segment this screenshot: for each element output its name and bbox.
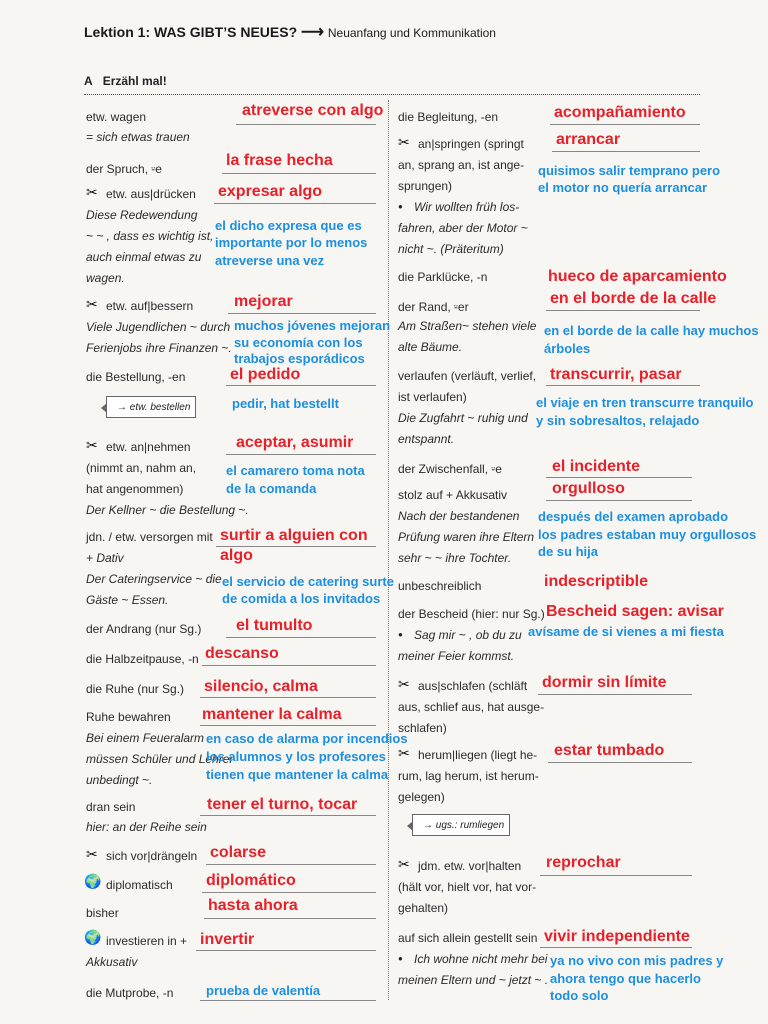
translation-example: de su hija xyxy=(538,544,598,559)
example-line: meinen Eltern und ~ jetzt ~ . xyxy=(398,973,549,987)
example-line: Viele Jugendlichen ~ durch xyxy=(86,320,231,334)
example-line: sehr ~ ~ ihre Tochter. xyxy=(398,551,512,565)
translation-example: los alumnos y los profesores xyxy=(206,749,386,764)
translation-example: el viaje en tren transcurre tranquilo xyxy=(536,395,754,410)
entry-begleitung: die Begleitung, -en xyxy=(398,110,499,124)
example-line: auch einmal etwas zu xyxy=(86,250,202,264)
scissors-icon: ✂ xyxy=(86,296,98,312)
entry-parkluecke: die Parklücke, -n xyxy=(398,270,488,284)
answer-line xyxy=(236,124,376,125)
entry-ruhe: die Ruhe (nur Sg.) xyxy=(86,682,185,696)
scissors-icon: ✂ xyxy=(86,184,98,200)
answer-line xyxy=(200,725,376,726)
answer-line xyxy=(200,1000,376,1001)
entry-versorgen-case: + Dativ xyxy=(86,551,124,565)
entry-vorhalten: jdm. etw. vor|halten xyxy=(418,859,522,873)
translation-vordraengeln: colarse xyxy=(210,844,267,861)
scissors-icon: ✂ xyxy=(86,846,98,862)
translation-vorhalten: reprochar xyxy=(546,854,621,871)
meaning-text: hier: an der Reihe sein xyxy=(86,820,207,834)
entry-annehmen: etw. an|nehmen xyxy=(106,440,191,454)
answer-line xyxy=(546,500,692,501)
example-line: Am Straßen~ stehen viele xyxy=(398,319,537,333)
scissors-icon: ✂ xyxy=(398,856,410,872)
translation-annehmen: aceptar, asumir xyxy=(236,434,354,451)
example-line: fahren, aber der Motor ~ xyxy=(398,221,528,235)
answer-line xyxy=(206,864,376,865)
lesson-subtitle: Neuanfang und Kommunikation xyxy=(327,26,496,40)
translation-aufbessern: mejorar xyxy=(234,293,293,310)
translation-unbeschreiblich: indescriptible xyxy=(544,573,649,590)
example-line: Prüfung waren ihre Eltern xyxy=(398,530,535,544)
cross-reference-box xyxy=(106,396,196,418)
entry-halbzeitpause: die Halbzeitpause, -n xyxy=(86,652,199,666)
entry-vorhalten-forms: (hält vor, hielt vor, hat vor- xyxy=(398,880,537,894)
answer-line xyxy=(540,875,692,876)
answer-line xyxy=(226,454,376,455)
answer-line xyxy=(200,815,376,816)
answer-line xyxy=(222,173,376,174)
section-title: Erzähl mal! xyxy=(102,74,167,88)
entry-allein-gestellt: auf sich allein gestellt sein xyxy=(398,931,538,945)
translation-note: pedir, hat bestellt xyxy=(232,396,339,411)
example-line: Der Kellner ~ die Bestellung ~. xyxy=(86,503,249,517)
example-line: müssen Schüler und Lehrer xyxy=(86,752,234,766)
translation-investieren: invertir xyxy=(200,931,255,948)
entry-spruch: der Spruch, ⸚e xyxy=(86,162,162,176)
entry-herumliegen-forms: gelegen) xyxy=(398,790,445,804)
translation-example: después del examen aprobado xyxy=(538,509,729,524)
entry-wagen: etw. wagen xyxy=(86,110,147,124)
translation-andrang: el tumulto xyxy=(236,617,313,634)
example-line: ~ ~ , dass es wichtig ist, xyxy=(86,229,214,243)
translation-example: quisimos salir temprano pero xyxy=(538,163,721,178)
translation-example: ahora tengo que hacerlo xyxy=(550,971,701,986)
translation-example: muchos jóvenes mejoran xyxy=(234,318,391,333)
example-line: meiner Feier kommst. xyxy=(398,649,515,663)
translation-ruhe-bewahren: mantener la calma xyxy=(202,706,342,723)
entry-dran-sein-meaning xyxy=(86,820,207,834)
translation-example: el camarero toma nota xyxy=(226,463,365,478)
example-line: Bei einem Feueralarm xyxy=(86,731,205,745)
arrow-icon: ⟶ xyxy=(301,24,324,41)
translation-example: árboles xyxy=(544,341,591,356)
answer-line xyxy=(204,918,376,919)
entry-versorgen: jdn. / etw. versorgen mit xyxy=(86,530,213,544)
translation-example: importante por lo menos xyxy=(215,235,368,250)
translation-wagen: atreverse con algo xyxy=(242,102,384,119)
translation-example: de la comanda xyxy=(226,481,317,496)
section-label: A xyxy=(84,74,93,88)
entry-rand: der Rand, ⸚er xyxy=(398,300,469,314)
entry-aufbessern: etw. auf|bessern xyxy=(106,299,194,313)
example-line: (nimmt an, nahm an, xyxy=(86,461,197,475)
answer-line xyxy=(202,665,376,666)
translation-spruch: la frase hecha xyxy=(226,152,333,169)
translation-mutprobe: prueba de valentía xyxy=(206,983,321,998)
scissors-icon: ✂ xyxy=(398,676,410,692)
translation-example: de comida a los invitados xyxy=(222,591,381,606)
translation-ausschlafen: dormir sin límite xyxy=(542,674,667,691)
translation-example: todo solo xyxy=(550,988,609,1003)
section-divider xyxy=(84,94,700,95)
entry-anspringen-forms: sprungen) xyxy=(398,179,453,193)
answer-line xyxy=(546,477,692,478)
entry-anspringen: an|springen (springt xyxy=(418,137,524,151)
translation-example: el dicho expresa que es xyxy=(215,218,362,233)
translation-example: su economía con los xyxy=(234,335,363,350)
answer-line xyxy=(546,385,700,386)
answer-line xyxy=(550,124,700,125)
entry-ausschlafen-forms: schlafen) xyxy=(398,721,447,735)
translation-example: tienen que mantener la calma xyxy=(206,767,389,782)
translation-dran-sein: tener el turno, tocar xyxy=(207,796,358,813)
example-line: Sag mir ~ , ob du zu xyxy=(414,628,522,642)
answer-line xyxy=(546,310,700,311)
example-line: Ich wohne nicht mehr bei xyxy=(414,952,548,966)
column-divider xyxy=(388,100,389,1000)
translation-ausdruecken: expresar algo xyxy=(218,183,323,200)
translation-parkluecke: hueco de aparcamiento xyxy=(548,268,727,285)
example-line: hat angenommen) xyxy=(86,482,184,496)
translation-halbzeitpause: descanso xyxy=(205,645,279,662)
example-line: Diese Redewendung xyxy=(86,208,198,222)
translation-example: en el borde de la calle hay muchos xyxy=(544,323,759,338)
translation-rand: en el borde de la calle xyxy=(550,290,717,307)
translation-example: el motor no quería arrancar xyxy=(538,180,708,195)
translation-example: ya no vivo con mis padres y xyxy=(550,953,724,968)
cross-reference-text: → etw. bestellen xyxy=(117,401,191,413)
translation-stolz: orgulloso xyxy=(552,480,625,497)
entry-ruhe-bewahren: Ruhe bewahren xyxy=(86,710,171,724)
entry-investieren-case: Akkusativ xyxy=(86,955,138,969)
globe-icon: 🌍 xyxy=(84,873,102,889)
translation-example: los padres estaban muy orgullosos xyxy=(538,527,757,542)
translation-ruhe: silencio, calma xyxy=(204,678,318,695)
translation-versorgen: surtir a alguien con xyxy=(220,527,368,544)
translation-example: avísame de si vienes a mi fiesta xyxy=(528,624,724,639)
cross-reference-box xyxy=(412,814,510,836)
translation-verlaufen: transcurrir, pasar xyxy=(550,366,682,383)
translation-example: atreverse una vez xyxy=(215,253,325,268)
example-line: unbedingt ~. xyxy=(86,773,153,787)
entry-dran-sein: dran sein xyxy=(86,800,136,814)
entry-wagen-synonym: = sich etwas trauen xyxy=(86,130,190,144)
entry-vordraengeln: sich vor|drängeln xyxy=(106,849,198,863)
section-heading xyxy=(84,74,167,88)
answer-line xyxy=(202,892,376,893)
answer-line xyxy=(548,762,692,763)
example-line: Wir wollten früh los- xyxy=(414,200,520,214)
example-line: Nach der bestandenen xyxy=(398,509,520,523)
example-line: nicht ~. (Präteritum) xyxy=(398,242,504,256)
entry-zwischenfall: der Zwischenfall, ⸚e xyxy=(398,462,502,476)
lesson-title xyxy=(84,22,496,42)
lesson-title-text: Lektion 1: WAS GIBT’S NEUES? xyxy=(84,24,298,40)
translation-bescheid: Bescheid sagen: avisar xyxy=(546,603,724,620)
translation-bisher: hasta ahora xyxy=(208,897,298,914)
entry-bisher: bisher xyxy=(86,906,119,920)
example-line: Die Zugfahrt ~ ruhig und xyxy=(398,411,528,425)
answer-line xyxy=(226,637,376,638)
entry-unbeschreiblich: unbeschreiblich xyxy=(398,579,482,593)
answer-line xyxy=(226,385,376,386)
translation-begleitung: acompañamiento xyxy=(554,104,686,121)
example-line: Der Cateringservice ~ die xyxy=(86,572,222,586)
example-line: wagen. xyxy=(86,271,125,285)
translation-example: en caso de alarma por incendios xyxy=(206,731,408,746)
translation-example: y sin sobresaltos, relajado xyxy=(536,413,700,428)
translation-example: el servicio de catering surte xyxy=(222,574,394,589)
entry-andrang: der Andrang (nur Sg.) xyxy=(86,622,202,636)
entry-anspringen-forms: an, sprang an, ist ange- xyxy=(398,158,525,172)
entry-herumliegen-forms: rum, lag herum, ist herum- xyxy=(398,769,539,783)
example-line: Ferienjobs ihre Finanzen ~. xyxy=(86,341,232,355)
translation-zwischenfall: el incidente xyxy=(552,458,641,475)
translation-anspringen: arrancar xyxy=(556,131,621,148)
entry-stolz: stolz auf + Akkusativ xyxy=(398,488,508,502)
example-line: alte Bäume. xyxy=(398,340,463,354)
example-line: entspannt. xyxy=(398,432,455,446)
entry-bestellung: die Bestellung, -en xyxy=(86,370,186,384)
entry-ausschlafen: aus|schlafen (schläft xyxy=(418,679,528,693)
bullet-icon: ● xyxy=(398,954,403,963)
answer-line xyxy=(216,546,376,547)
translation-herumliegen: estar tumbado xyxy=(554,742,665,759)
entry-ausdruecken: etw. aus|drücken xyxy=(106,187,196,201)
cross-reference-text: → ugs.: rumliegen xyxy=(423,819,505,831)
translation-versorgen-cont: algo xyxy=(220,547,253,564)
entry-bescheid: der Bescheid (hier: nur Sg.) xyxy=(398,607,545,621)
bullet-icon: ● xyxy=(398,202,403,211)
translation-example: trabajos esporádicos xyxy=(234,351,365,366)
answer-line xyxy=(538,694,692,695)
entry-herumliegen: herum|liegen (liegt he- xyxy=(418,748,538,762)
entry-investieren: investieren in + xyxy=(106,934,188,948)
entry-verlaufen: verlaufen (verläuft, verlief, xyxy=(398,369,537,383)
scissors-icon: ✂ xyxy=(86,437,98,453)
answer-line xyxy=(214,203,376,204)
scissors-icon: ✂ xyxy=(398,134,410,150)
entry-verlaufen-forms: ist verlaufen) xyxy=(398,390,467,404)
entry-vorhalten-forms: gehalten) xyxy=(398,901,449,915)
translation-bestellung: el pedido xyxy=(230,366,301,383)
globe-icon: 🌍 xyxy=(84,929,102,945)
answer-line xyxy=(196,950,376,951)
entry-diplomatisch: diplomatisch xyxy=(106,878,173,892)
translation-allein-gestellt: vivir independiente xyxy=(544,928,690,945)
answer-line xyxy=(228,313,376,314)
translation-diplomatisch: diplomático xyxy=(206,872,296,889)
entry-ausschlafen-forms: aus, schlief aus, hat ausge- xyxy=(398,700,545,714)
example-line: Gäste ~ Essen. xyxy=(86,593,169,607)
entry-mutprobe: die Mutprobe, -n xyxy=(86,986,174,1000)
answer-line xyxy=(540,947,692,948)
bullet-icon: ● xyxy=(398,630,403,639)
answer-line xyxy=(552,151,700,152)
answer-line xyxy=(200,697,376,698)
scissors-icon: ✂ xyxy=(398,745,410,761)
